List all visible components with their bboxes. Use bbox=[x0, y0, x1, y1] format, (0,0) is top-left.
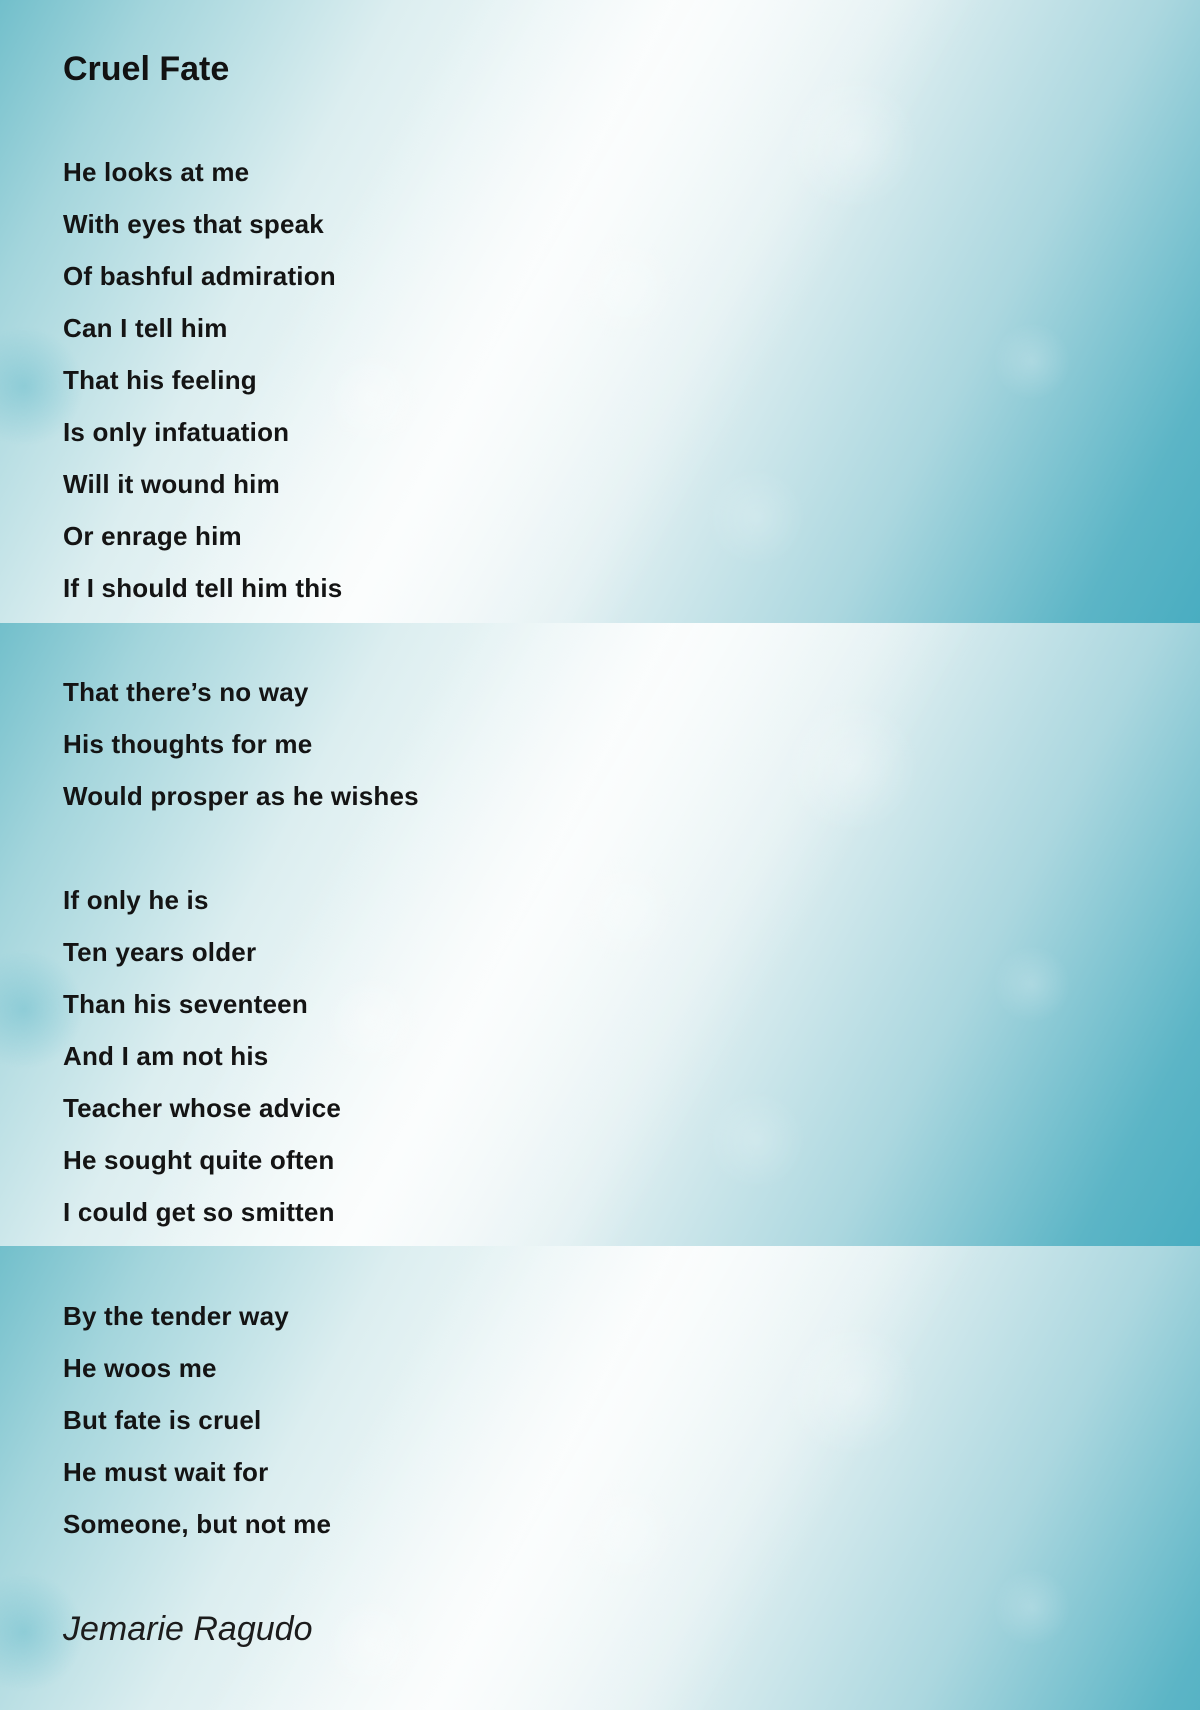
poem-line: Would prosper as he wishes bbox=[63, 781, 419, 811]
poem-line: And I am not his bbox=[63, 1041, 269, 1071]
poem-line: He woos me bbox=[63, 1353, 217, 1383]
poem-line: By the tender way bbox=[63, 1301, 289, 1331]
poem-line: That there’s no way bbox=[63, 677, 309, 707]
poem-line: He sought quite often bbox=[63, 1145, 335, 1175]
poem-line: I could get so smitten bbox=[63, 1197, 335, 1227]
poem-line: But fate is cruel bbox=[63, 1405, 262, 1435]
poem-title: Cruel Fate bbox=[63, 50, 230, 88]
poem-line: Teacher whose advice bbox=[63, 1093, 342, 1123]
poem-stanza-3 bbox=[63, 874, 1160, 1238]
poem-line: Of bashful admiration bbox=[63, 261, 336, 291]
poem-line: Or enrage him bbox=[63, 521, 242, 551]
poem-line: He must wait for bbox=[63, 1457, 269, 1487]
poem-line: Than his seventeen bbox=[63, 989, 308, 1019]
poem-stanza-1 bbox=[63, 146, 1160, 614]
poem-line: His thoughts for me bbox=[63, 729, 313, 759]
poem-author-signature: Jemarie Ragudo bbox=[63, 1610, 313, 1648]
poem-line: Is only infatuation bbox=[63, 417, 290, 447]
poem-stanza-2 bbox=[63, 666, 1160, 822]
poem-line: That his feeling bbox=[63, 365, 257, 395]
poem-line: Can I tell him bbox=[63, 313, 228, 343]
poem-line: If only he is bbox=[63, 885, 209, 915]
poem-line: He looks at me bbox=[63, 157, 250, 187]
poem-line: Ten years older bbox=[63, 937, 257, 967]
poem-line: Someone, but not me bbox=[63, 1509, 332, 1539]
poem-stanza-4 bbox=[63, 1290, 1160, 1550]
poem-line: Will it wound him bbox=[63, 469, 280, 499]
poem-line: With eyes that speak bbox=[63, 209, 324, 239]
poem-line: If I should tell him this bbox=[63, 573, 343, 603]
